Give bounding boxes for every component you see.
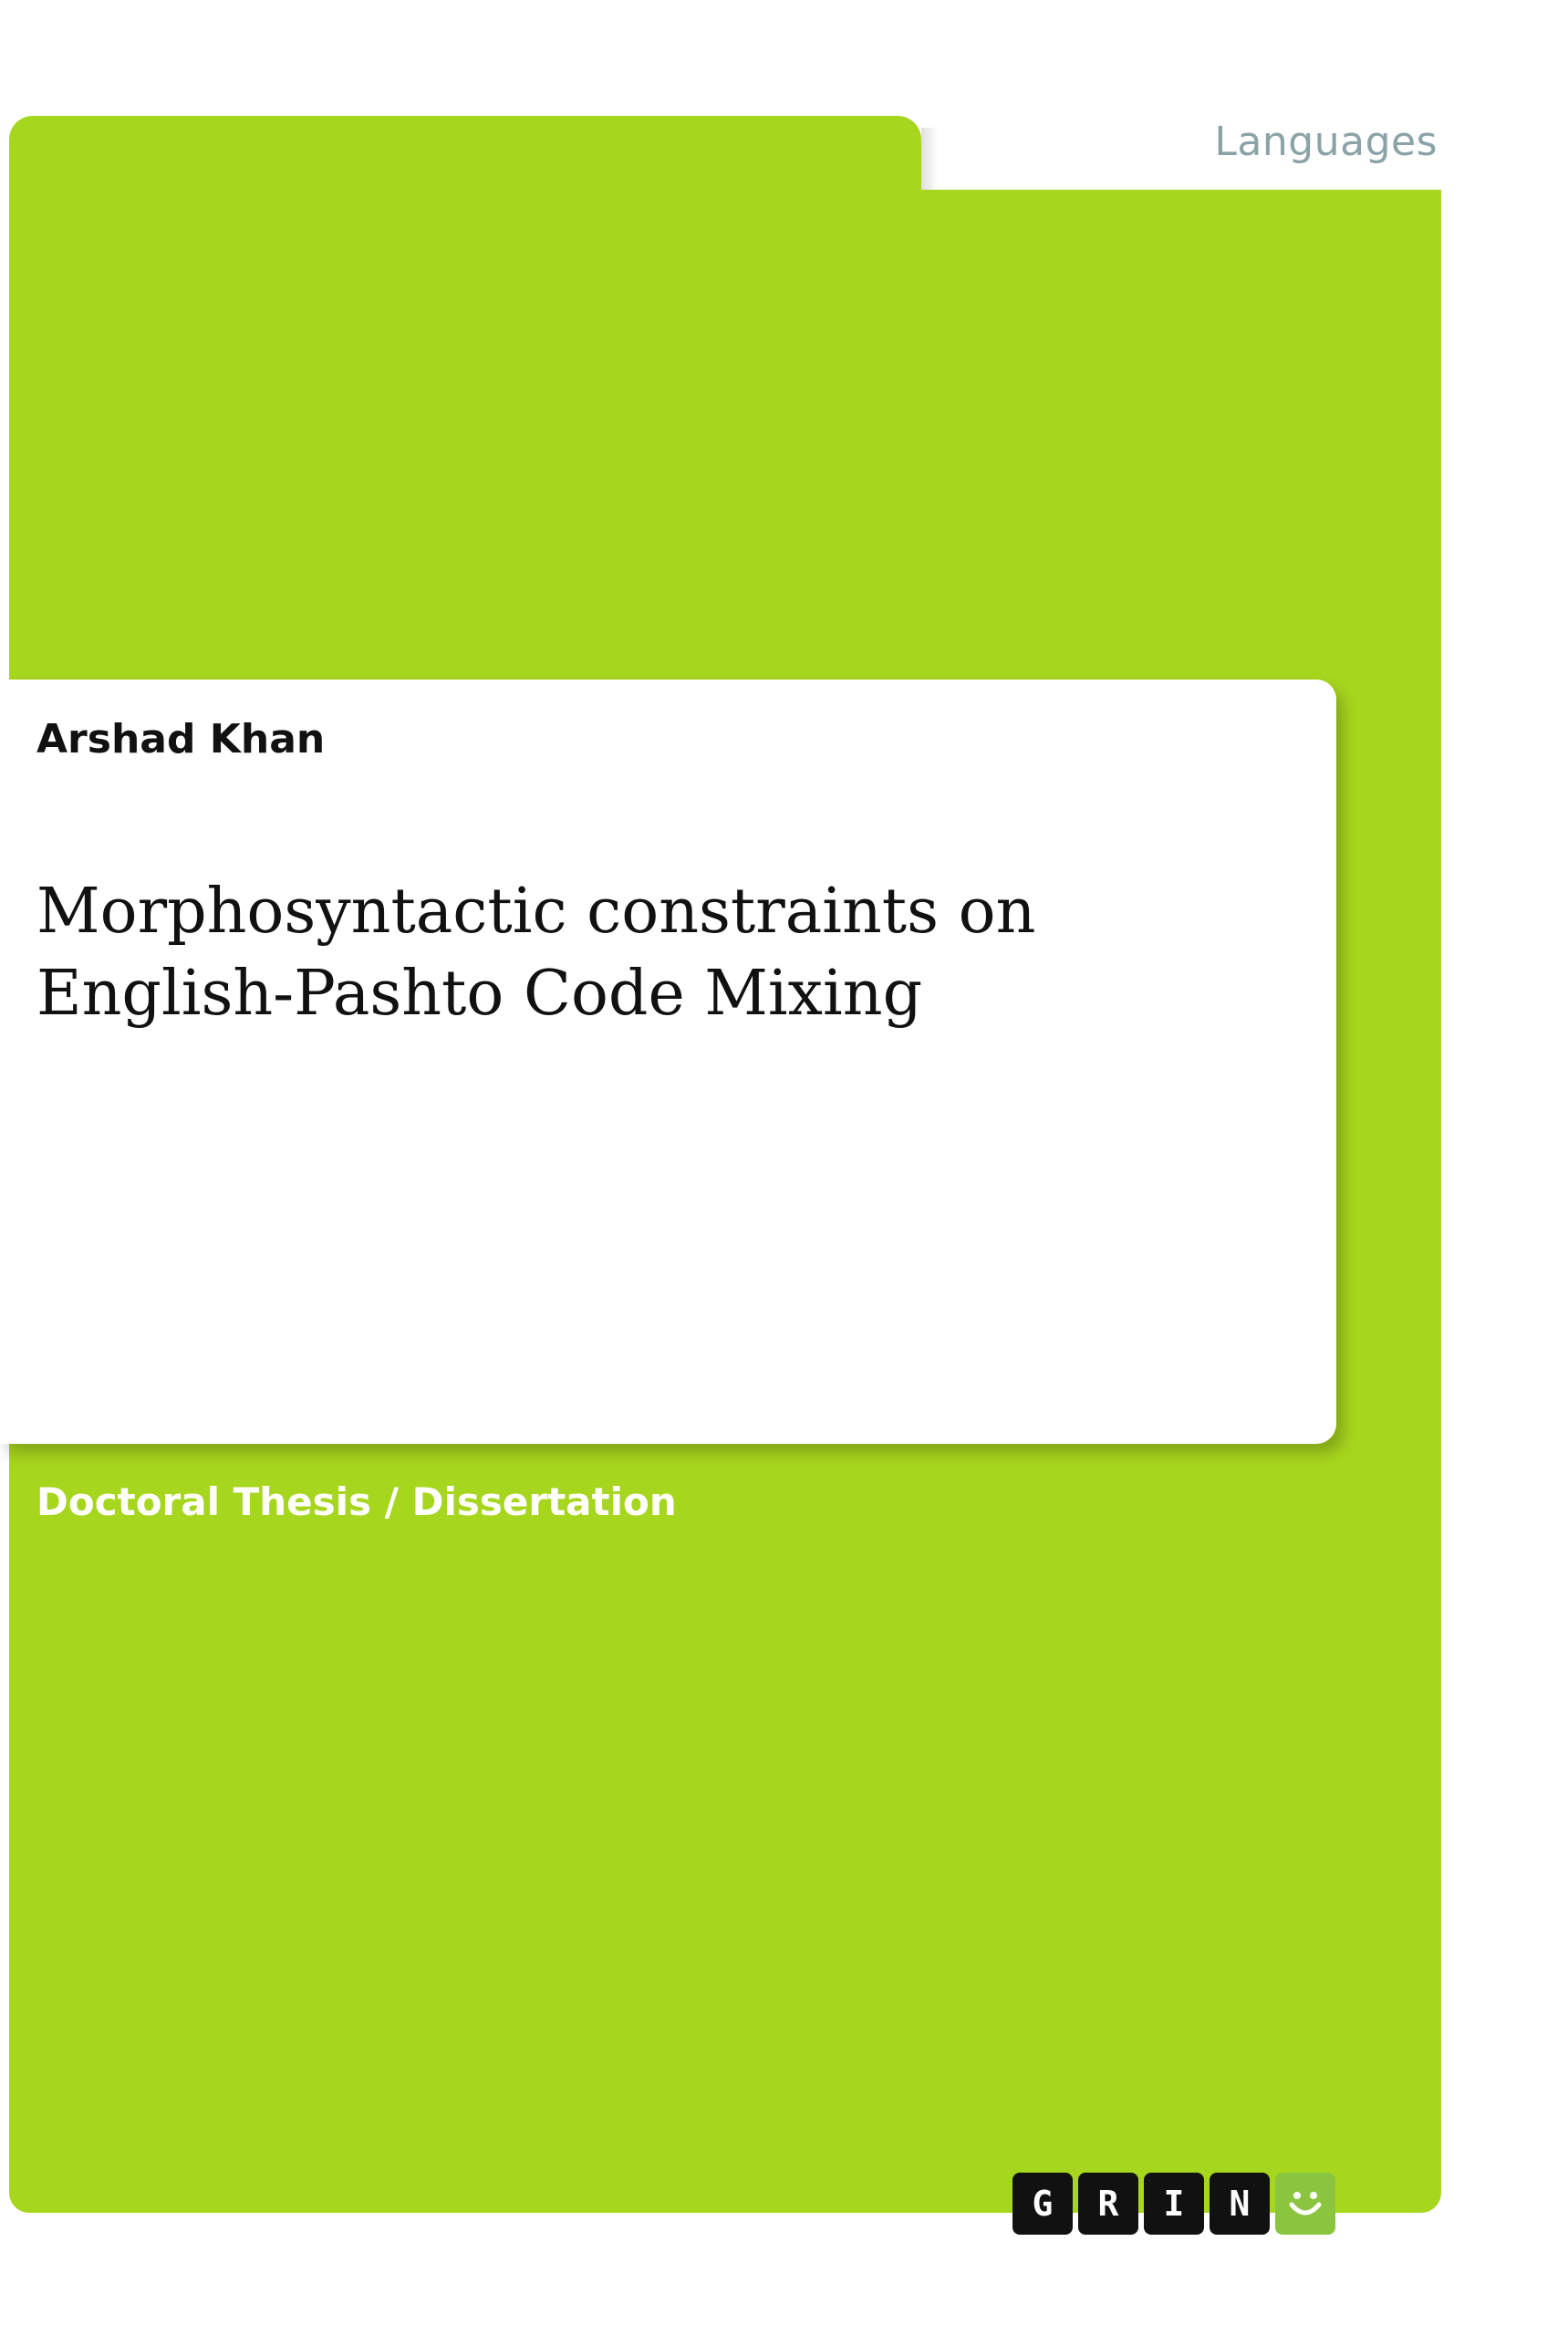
book-title: Morphosyntactic constraints on English-Pashto Code Mixing — [36, 876, 1036, 1030]
logo-letter-g: G — [1012, 2173, 1073, 2235]
tab-shadow — [921, 128, 938, 190]
logo-letter-n: N — [1210, 2173, 1270, 2235]
author-name: Arshad Khan — [36, 716, 326, 763]
smile-icon — [1275, 2173, 1335, 2235]
grin-logo — [1012, 2173, 1335, 2235]
logo-letter-r: R — [1078, 2173, 1138, 2235]
title-panel — [0, 680, 1336, 1444]
document-type: Doctoral Thesis / Dissertation — [36, 1479, 677, 1524]
logo-letter-i: I — [1144, 2173, 1204, 2235]
category-label: Languages — [1214, 119, 1438, 165]
